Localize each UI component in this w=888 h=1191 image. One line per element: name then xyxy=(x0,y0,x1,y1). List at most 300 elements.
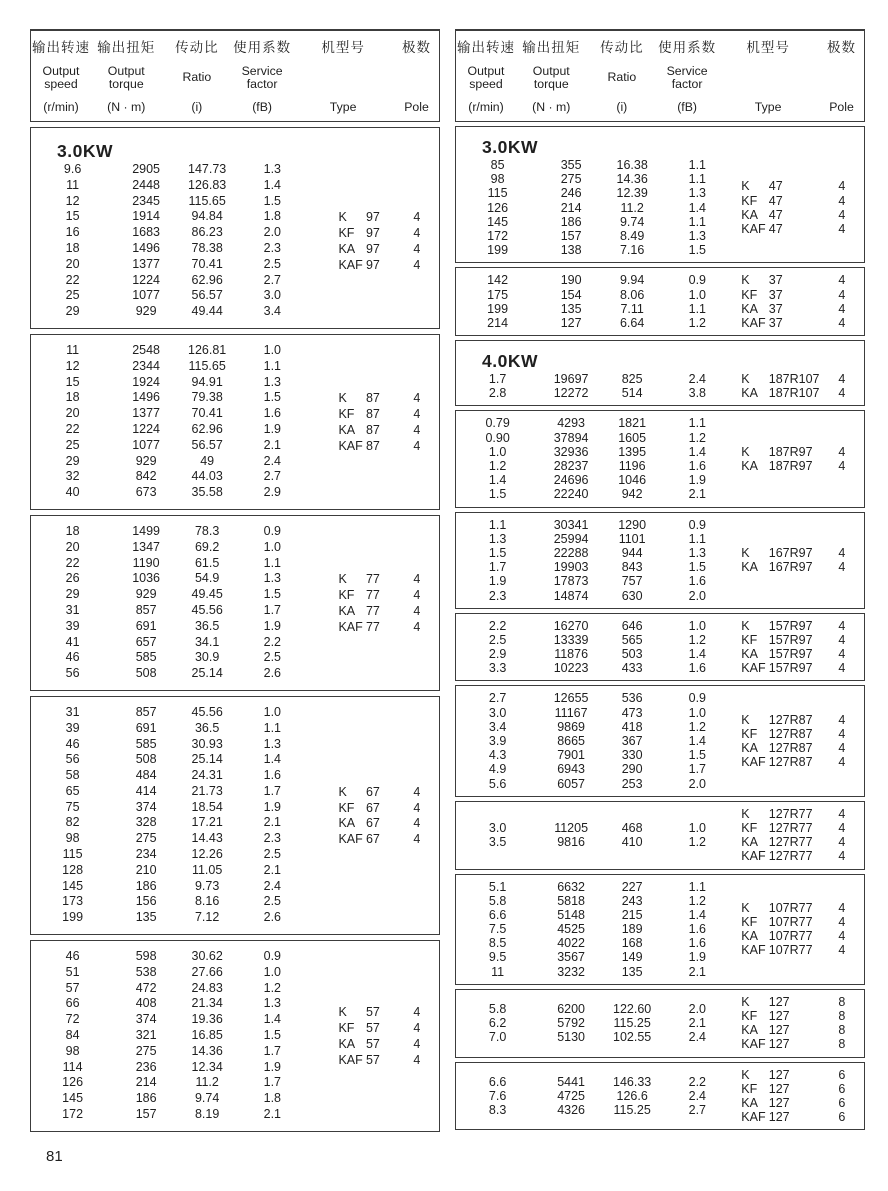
output-torque-value: 186 xyxy=(135,1091,157,1106)
type-model: 37 xyxy=(768,315,783,330)
type-prefix: KAF xyxy=(741,943,766,958)
header-label-zh: 极数 xyxy=(402,40,432,55)
spec-row xyxy=(456,734,733,748)
output-speed-value: 31 xyxy=(65,602,80,617)
output-torque-value: 585 xyxy=(135,736,157,751)
output-speed-value: 7.5 xyxy=(488,922,507,937)
header-unit: Type xyxy=(329,100,357,114)
type-prefix: KF xyxy=(338,1021,355,1036)
service-factor-value: 1.5 xyxy=(263,390,282,405)
pole-value: 6 xyxy=(838,1081,846,1096)
pole-value: 4 xyxy=(838,929,846,944)
spec-row xyxy=(31,454,308,470)
ratio-value: 944 xyxy=(621,545,643,560)
ratio-value: 1821 xyxy=(618,416,647,431)
output-torque-value: 4022 xyxy=(557,936,586,951)
header-label-en: Service factor xyxy=(241,63,283,91)
spec-row xyxy=(456,1103,733,1117)
output-speed-value: 75 xyxy=(65,799,80,814)
spec-row xyxy=(456,560,733,574)
type-model: 127R77 xyxy=(768,849,813,864)
service-factor-value: 1.5 xyxy=(263,193,282,208)
spec-row xyxy=(456,302,733,316)
service-factor-value: 2.6 xyxy=(263,666,282,681)
header-cell xyxy=(162,36,233,114)
type-name xyxy=(308,242,394,256)
service-factor-value: 1.0 xyxy=(263,964,282,979)
type-model: 127 xyxy=(768,1009,790,1024)
type-prefix: KAF xyxy=(741,1037,766,1052)
spec-row xyxy=(31,1028,308,1044)
output-torque-value: 11205 xyxy=(554,820,589,835)
header-cell xyxy=(232,36,292,114)
service-factor-value: 2.5 xyxy=(263,256,282,271)
spec-block-body xyxy=(456,691,864,790)
header-cell xyxy=(292,36,394,114)
type-name xyxy=(733,619,819,633)
output-speed-value: 29 xyxy=(65,453,80,468)
type-prefix: KA xyxy=(338,422,356,437)
service-factor-value: 1.7 xyxy=(263,783,282,798)
pole-value: 4 xyxy=(413,391,421,406)
spec-row xyxy=(456,936,733,950)
output-speed-value: 26 xyxy=(65,571,80,586)
service-factor-value: 1.1 xyxy=(688,214,707,229)
output-speed-value: 29 xyxy=(65,304,80,319)
type-row xyxy=(733,1110,864,1124)
type-prefix: KA xyxy=(741,835,758,850)
type-model: 127 xyxy=(768,994,790,1009)
type-model: 157R97 xyxy=(768,618,813,633)
type-model: 127R87 xyxy=(768,755,813,770)
type-name xyxy=(733,302,819,316)
ratio-value: 14.43 xyxy=(191,831,223,846)
type-name xyxy=(733,995,819,1009)
output-speed-value: 1.3 xyxy=(488,531,507,546)
service-factor-value: 2.1 xyxy=(263,437,282,452)
service-factor-value: 1.9 xyxy=(263,421,282,436)
ratio-value: 7.16 xyxy=(619,243,645,258)
output-torque-value: 657 xyxy=(135,634,157,649)
output-speed-value: 145 xyxy=(62,1091,84,1106)
ratio-value: 45.56 xyxy=(191,704,223,719)
output-speed-value: 20 xyxy=(65,539,80,554)
spec-row xyxy=(456,416,733,430)
type-model: 47 xyxy=(768,221,783,236)
service-factor-value: 2.0 xyxy=(688,1001,707,1016)
header-cell xyxy=(657,36,717,114)
spec-row xyxy=(31,194,308,210)
output-torque-value: 585 xyxy=(135,650,157,665)
output-torque-value: 2344 xyxy=(132,358,161,373)
spec-block-body xyxy=(456,518,864,603)
output-speed-value: 3.0 xyxy=(488,705,507,720)
ratio-value: 146.33 xyxy=(613,1074,652,1089)
type-name xyxy=(733,386,819,400)
output-torque-value: 1077 xyxy=(132,288,161,303)
type-model: 57 xyxy=(365,1036,380,1051)
pole-value: 4 xyxy=(413,619,421,634)
output-torque-value: 2548 xyxy=(132,342,161,357)
type-name xyxy=(733,1009,819,1023)
service-factor-value: 1.2 xyxy=(688,835,707,850)
type-prefix: KF xyxy=(338,407,355,422)
output-speed-value: 1.5 xyxy=(488,545,507,560)
output-torque-value: 19697 xyxy=(553,372,589,387)
spec-row xyxy=(456,633,733,647)
output-torque-value: 12272 xyxy=(553,386,589,401)
service-factor-value: 1.6 xyxy=(688,936,707,951)
type-name xyxy=(308,572,394,586)
type-prefix: KAF xyxy=(338,619,363,634)
output-speed-value: 40 xyxy=(65,485,80,500)
type-name xyxy=(733,647,819,661)
output-speed-value: 98 xyxy=(65,831,80,846)
ratio-value: 16.38 xyxy=(616,158,648,172)
service-factor-value: 2.1 xyxy=(688,1016,707,1031)
spec-block-body xyxy=(456,619,864,676)
type-model: 127 xyxy=(768,1110,790,1125)
type-name xyxy=(733,901,819,915)
header-label-zh: 传动比 xyxy=(600,40,644,55)
output-speed-value: 72 xyxy=(65,1012,80,1027)
pole-value: 4 xyxy=(413,1005,421,1020)
spec-row xyxy=(31,863,308,879)
spec-row xyxy=(456,459,733,473)
ratio-value: 115.65 xyxy=(188,358,226,373)
type-row xyxy=(733,821,864,835)
output-speed-value: 22 xyxy=(65,555,80,570)
type-row xyxy=(733,1082,864,1096)
spec-rows xyxy=(456,273,733,330)
output-speed-value: 8.3 xyxy=(488,1103,507,1118)
spec-block-body xyxy=(456,158,864,257)
ratio-value: 468 xyxy=(621,820,643,835)
pole-value: 4 xyxy=(838,193,846,208)
pole-value: 4 xyxy=(838,806,846,821)
service-factor-value: 2.0 xyxy=(263,225,282,240)
spec-row xyxy=(456,1089,733,1103)
type-list xyxy=(308,949,439,1123)
ratio-value: 18.54 xyxy=(191,799,223,814)
output-torque-value: 157 xyxy=(560,228,582,243)
spec-row xyxy=(456,835,733,849)
output-speed-value: 2.8 xyxy=(488,386,507,401)
output-torque-value: 321 xyxy=(135,1028,157,1043)
output-torque-value: 28237 xyxy=(553,459,589,473)
ratio-value: 514 xyxy=(621,386,643,401)
output-torque-value: 5441 xyxy=(557,1074,586,1089)
spec-block xyxy=(30,515,440,691)
output-speed-value: 5.8 xyxy=(488,1001,507,1016)
ratio-value: 646 xyxy=(621,618,643,633)
type-row xyxy=(733,1096,864,1110)
ratio-value: 14.36 xyxy=(616,172,648,187)
output-torque-value: 246 xyxy=(560,186,582,201)
power-section-title: 3.0KW xyxy=(482,137,538,157)
ratio-value: 8.06 xyxy=(619,287,645,302)
type-row xyxy=(733,179,864,193)
output-torque-value: 857 xyxy=(135,704,157,719)
output-torque-value: 472 xyxy=(135,980,157,995)
service-factor-value: 3.4 xyxy=(263,304,282,319)
output-speed-value: 7.0 xyxy=(488,1030,507,1045)
output-speed-value: 66 xyxy=(65,996,80,1011)
type-name xyxy=(308,226,394,240)
spec-block-body xyxy=(31,949,439,1123)
output-speed-value: 173 xyxy=(62,894,84,909)
spec-row xyxy=(31,619,308,635)
type-row xyxy=(308,390,439,406)
ratio-value: 1290 xyxy=(618,517,647,532)
header-unit: Type xyxy=(754,100,782,114)
type-row xyxy=(733,273,864,287)
type-row xyxy=(733,208,864,222)
spec-row xyxy=(31,965,308,981)
ratio-value: 14.36 xyxy=(191,1043,223,1058)
type-name xyxy=(308,439,394,453)
type-name xyxy=(308,785,394,799)
spec-row xyxy=(456,589,733,603)
type-prefix: KA xyxy=(741,459,758,474)
spec-row xyxy=(31,406,308,422)
pole-value: 4 xyxy=(413,784,421,799)
output-torque-value: 1499 xyxy=(132,523,161,538)
ratio-value: 30.62 xyxy=(191,949,223,964)
header-unit: (r/min) xyxy=(43,100,79,114)
type-model: 47 xyxy=(768,193,783,208)
service-factor-value: 1.2 xyxy=(688,893,707,908)
type-model: 167R97 xyxy=(768,560,813,575)
ratio-value: 25.14 xyxy=(191,666,223,681)
spec-row xyxy=(31,1044,308,1060)
pole-value: 4 xyxy=(838,386,846,401)
ratio-value: 34.1 xyxy=(194,634,220,649)
output-torque-value: 1496 xyxy=(132,390,161,405)
header-label-zh: 使用系数 xyxy=(658,40,717,55)
service-factor-value: 1.0 xyxy=(688,287,707,302)
header-cell xyxy=(516,36,587,114)
ratio-value: 168 xyxy=(621,936,643,951)
ratio-value: 11.2 xyxy=(195,1075,219,1090)
type-prefix: KF xyxy=(741,1009,758,1024)
pole-value: 4 xyxy=(413,588,421,603)
type-row xyxy=(308,1036,439,1052)
service-factor-value: 3.0 xyxy=(263,288,282,303)
spec-row xyxy=(456,288,733,302)
output-speed-value: 2.3 xyxy=(488,588,507,603)
ratio-value: 9.94 xyxy=(619,273,645,288)
spec-row xyxy=(31,910,308,926)
type-prefix: KF xyxy=(338,226,355,241)
ratio-value: 69.2 xyxy=(194,539,220,554)
type-prefix: K xyxy=(338,572,347,587)
type-model: 37 xyxy=(768,301,783,316)
service-factor-value: 1.3 xyxy=(263,571,282,586)
type-model: 87 xyxy=(365,422,380,437)
ratio-value: 17.21 xyxy=(191,815,223,830)
output-speed-value: 1.2 xyxy=(488,459,507,473)
output-speed-value: 175 xyxy=(487,287,509,302)
service-factor-value: 1.5 xyxy=(688,243,707,258)
service-factor-value: 1.6 xyxy=(688,459,707,473)
spec-row xyxy=(456,532,733,546)
output-speed-value: 39 xyxy=(65,720,80,735)
type-model: 57 xyxy=(365,1052,380,1067)
type-list xyxy=(733,416,864,501)
type-prefix: KAF xyxy=(741,755,766,770)
type-name xyxy=(308,604,394,618)
type-prefix: KF xyxy=(338,800,355,815)
header-unit: Pole xyxy=(829,100,854,114)
type-prefix: KF xyxy=(741,727,758,741)
output-torque-value: 19903 xyxy=(553,560,589,575)
pole-value: 4 xyxy=(838,221,846,236)
output-torque-value: 127 xyxy=(560,315,582,330)
table-column-left xyxy=(30,29,440,1137)
ratio-value: 243 xyxy=(621,893,643,908)
ratio-value: 30.9 xyxy=(194,650,220,665)
service-factor-value: 2.7 xyxy=(263,272,282,287)
type-model: 127 xyxy=(768,1081,790,1096)
spec-row xyxy=(31,1012,308,1028)
ratio-value: 1395 xyxy=(618,444,647,459)
ratio-value: 56.57 xyxy=(191,288,223,303)
spec-rows xyxy=(31,524,308,682)
type-prefix: K xyxy=(741,546,750,561)
ratio-value: 94.91 xyxy=(191,374,223,389)
service-factor-value: 0.9 xyxy=(263,523,282,538)
output-speed-value: 22 xyxy=(65,421,80,436)
type-name xyxy=(733,194,819,208)
spec-row xyxy=(31,422,308,438)
pole-value: 4 xyxy=(838,459,846,474)
type-prefix: KAF xyxy=(741,1110,766,1125)
output-speed-value: 1.7 xyxy=(488,560,507,575)
spec-row xyxy=(456,908,733,922)
output-torque-value: 857 xyxy=(135,602,157,617)
type-prefix: K xyxy=(338,1005,347,1020)
type-list xyxy=(308,343,439,501)
header-cell xyxy=(394,36,439,114)
output-torque-value: 154 xyxy=(560,287,582,302)
service-factor-value: 1.5 xyxy=(263,587,282,602)
service-factor-value: 1.1 xyxy=(688,879,707,894)
output-speed-value: 1.1 xyxy=(488,517,507,532)
output-torque-value: 929 xyxy=(135,304,157,319)
spec-block xyxy=(30,940,440,1132)
type-model: 77 xyxy=(365,603,380,618)
type-list xyxy=(733,372,864,400)
output-speed-value: 199 xyxy=(487,301,509,316)
pole-value: 4 xyxy=(838,546,846,561)
type-model: 97 xyxy=(365,241,380,256)
output-torque-value: 673 xyxy=(135,485,157,500)
type-model: 187R97 xyxy=(768,444,813,459)
type-row xyxy=(308,815,439,831)
output-speed-value: 41 xyxy=(65,634,80,649)
type-model: 47 xyxy=(768,179,783,194)
ratio-value: 9.74 xyxy=(619,214,645,229)
output-torque-value: 13339 xyxy=(553,632,589,647)
output-speed-value: 11 xyxy=(66,342,80,357)
output-torque-value: 6943 xyxy=(557,762,586,777)
spec-row xyxy=(31,949,308,965)
output-torque-value: 1914 xyxy=(132,209,161,224)
header-label-en xyxy=(717,56,819,100)
service-factor-value: 1.4 xyxy=(688,444,707,459)
service-factor-value: 1.3 xyxy=(263,996,282,1011)
service-factor-value: 2.4 xyxy=(688,1088,707,1103)
output-speed-value: 145 xyxy=(487,214,509,229)
output-speed-value: 1.4 xyxy=(488,473,507,488)
type-row xyxy=(308,225,439,241)
ratio-value: 115.25 xyxy=(613,1103,651,1118)
output-speed-value: 3.5 xyxy=(488,835,507,850)
ratio-value: 8.16 xyxy=(194,894,220,909)
header-label-en: Service factor xyxy=(666,63,708,91)
ratio-value: 6.64 xyxy=(619,315,645,330)
output-speed-value: 18 xyxy=(65,523,80,538)
pole-value: 4 xyxy=(413,226,421,241)
type-list xyxy=(308,162,439,320)
service-factor-value: 0.9 xyxy=(263,949,282,964)
type-name xyxy=(733,929,819,943)
ratio-value: 24.31 xyxy=(191,768,223,783)
ratio-value: 410 xyxy=(621,835,643,850)
type-prefix: K xyxy=(741,444,750,459)
header-unit: Pole xyxy=(404,100,429,114)
spec-row xyxy=(31,438,308,454)
service-factor-value: 1.2 xyxy=(688,632,707,647)
spec-row xyxy=(31,485,308,501)
spec-row xyxy=(456,661,733,675)
type-prefix: K xyxy=(741,273,750,288)
pole-value: 8 xyxy=(838,1023,846,1038)
ratio-value: 25.14 xyxy=(191,752,223,767)
spec-row xyxy=(456,431,733,445)
header-label-zh: 输出转速 xyxy=(456,40,515,55)
header-label-zh: 机型号 xyxy=(746,40,790,55)
output-speed-value: 31 xyxy=(65,704,80,719)
type-model: 47 xyxy=(768,207,783,222)
output-speed-value: 2.5 xyxy=(488,632,507,647)
type-model: 37 xyxy=(768,287,783,302)
service-factor-value: 2.0 xyxy=(688,588,707,603)
ratio-value: 94.84 xyxy=(191,209,223,224)
ratio-value: 27.66 xyxy=(191,964,223,979)
output-speed-value: 172 xyxy=(487,228,509,243)
type-prefix: K xyxy=(338,210,347,225)
ratio-value: 189 xyxy=(621,922,643,937)
ratio-value: 21.34 xyxy=(191,996,223,1011)
output-speed-value: 56 xyxy=(65,666,80,681)
service-factor-value: 1.4 xyxy=(263,177,282,192)
service-factor-value: 2.4 xyxy=(263,453,282,468)
type-model: 107R77 xyxy=(768,929,813,944)
type-list xyxy=(733,619,864,676)
output-torque-value: 10223 xyxy=(553,661,589,676)
type-row xyxy=(308,1020,439,1036)
output-torque-value: 4293 xyxy=(557,416,586,431)
type-row xyxy=(308,257,439,273)
service-factor-value: 1.6 xyxy=(688,661,707,676)
output-torque-value: 3567 xyxy=(557,950,586,965)
output-torque-value: 414 xyxy=(135,783,157,798)
pole-value: 4 xyxy=(413,603,421,618)
spec-row xyxy=(456,1002,733,1016)
spec-row xyxy=(456,386,733,400)
